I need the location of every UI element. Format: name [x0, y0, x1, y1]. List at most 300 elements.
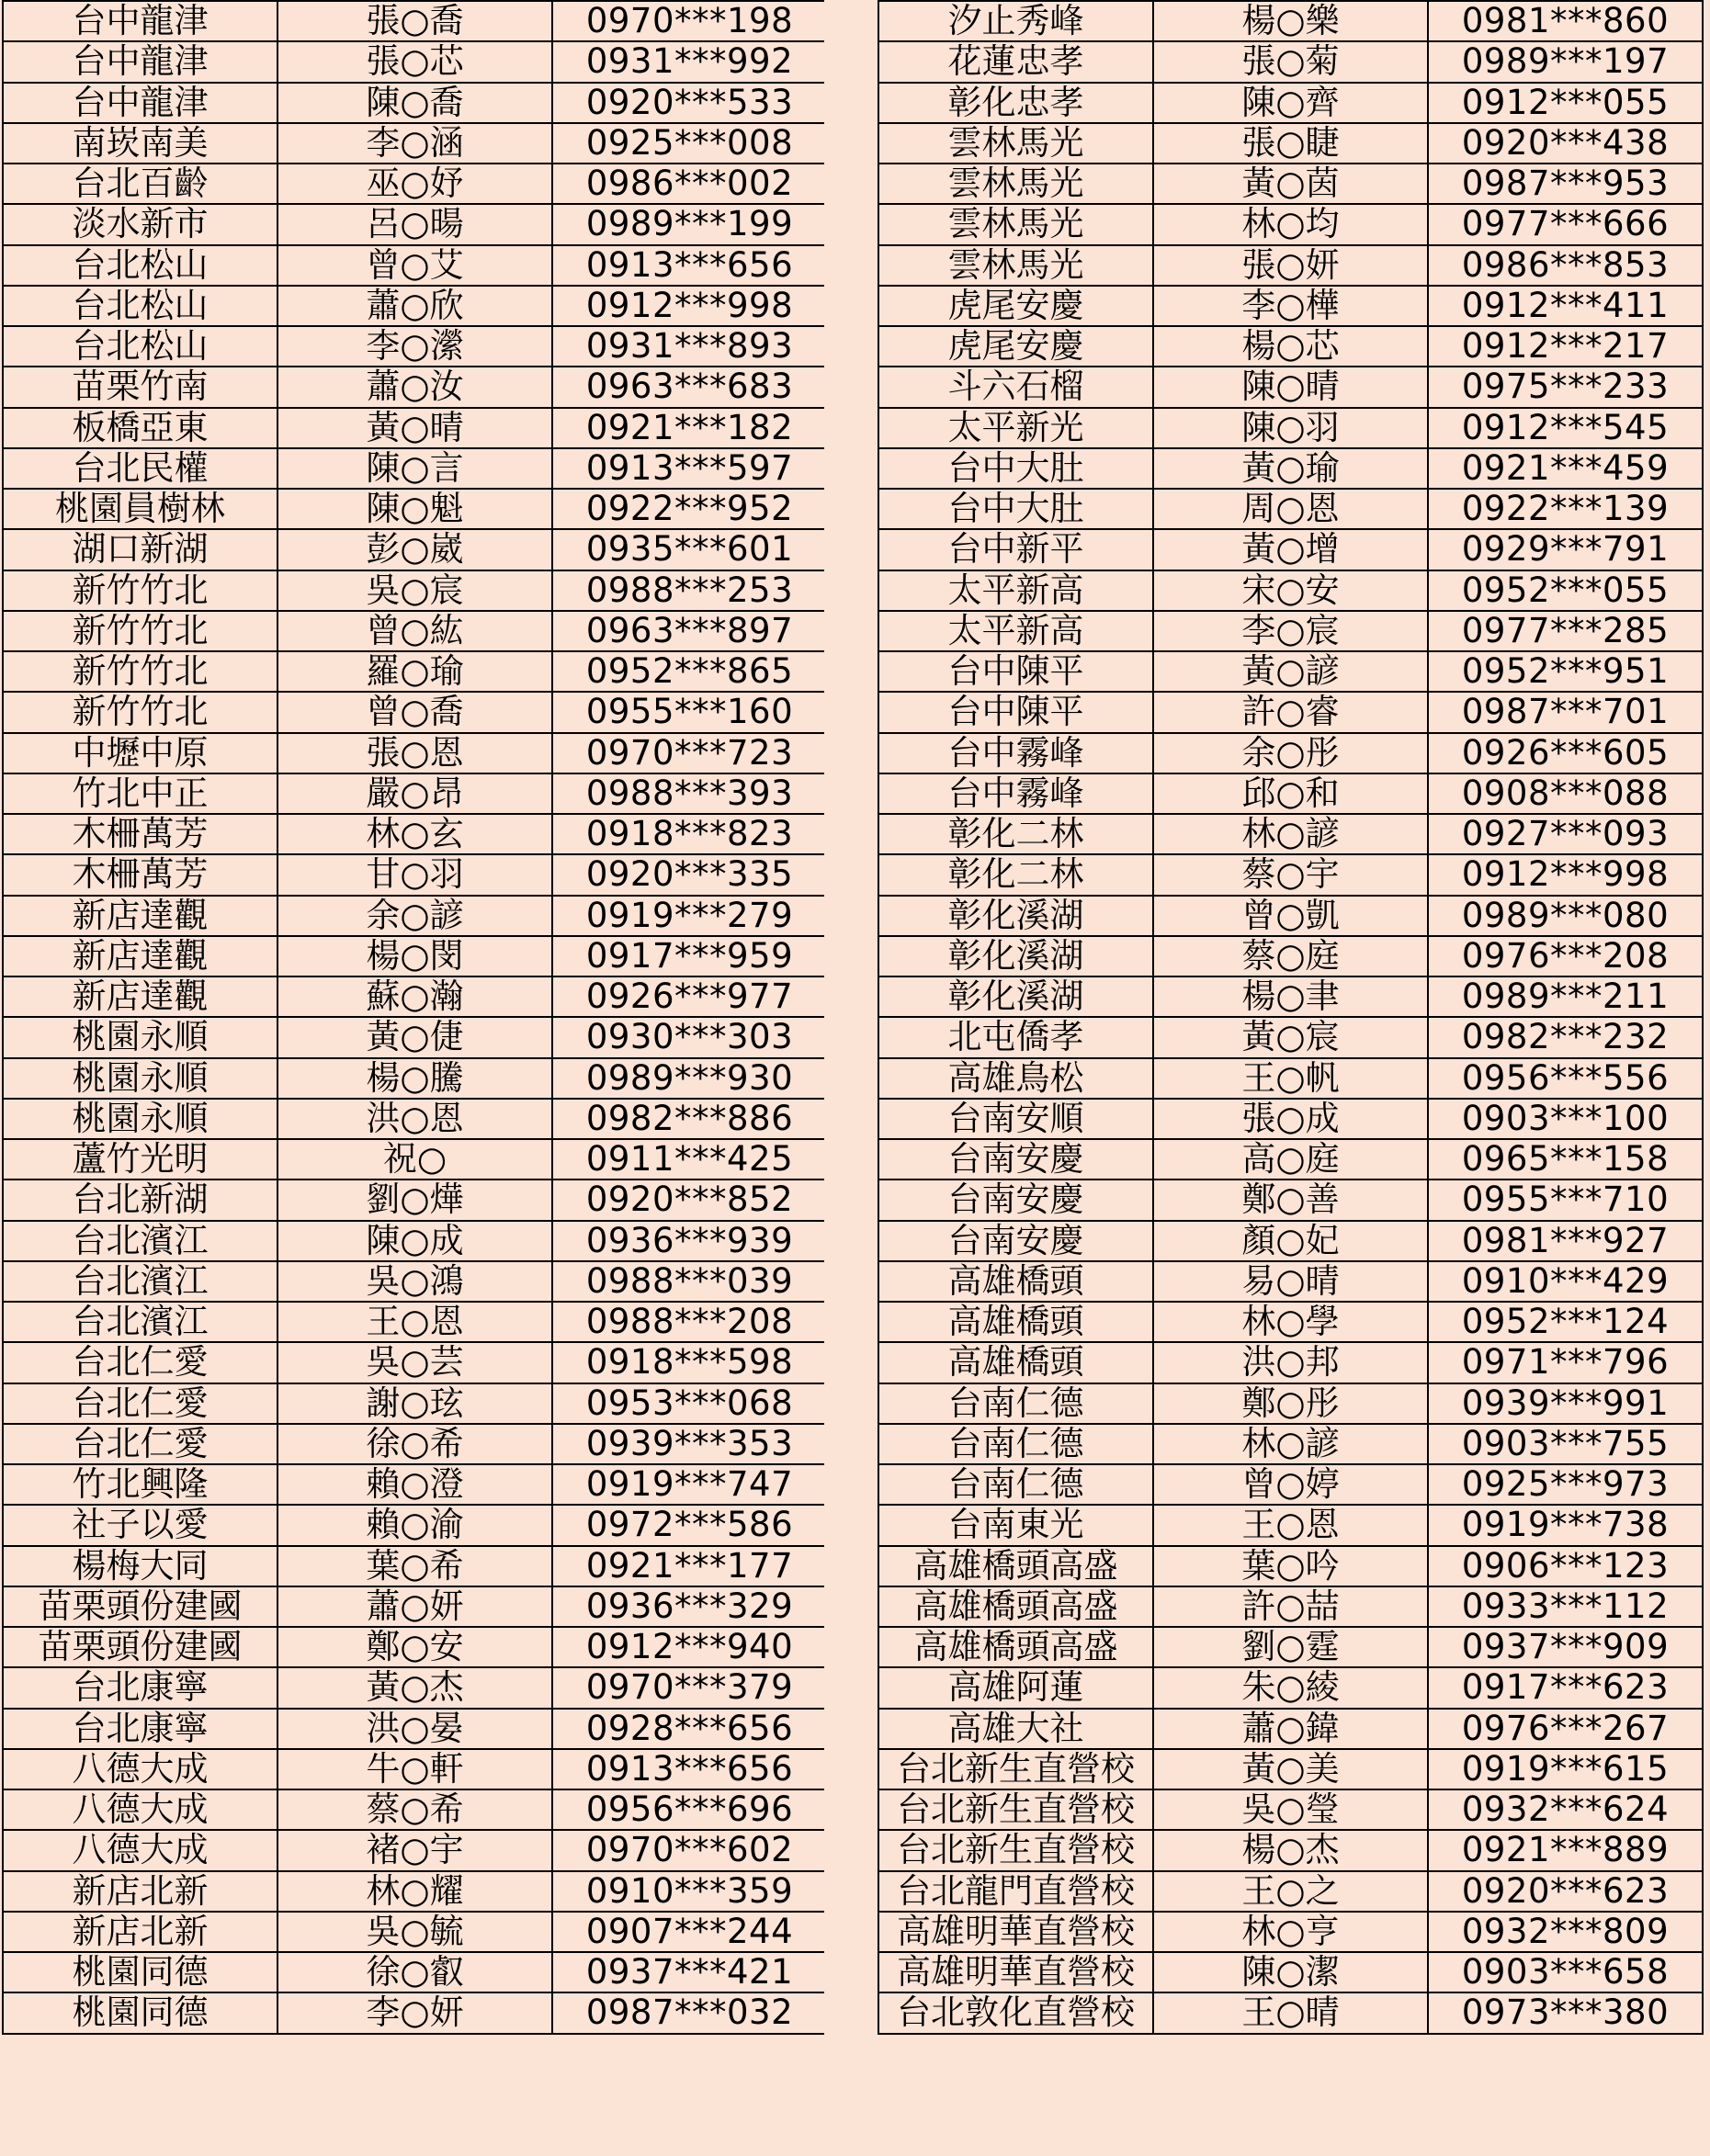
- name-cell: 曾○喬: [277, 692, 552, 732]
- name-cell: 林○諺: [1153, 814, 1428, 854]
- name-cell: 李○樺: [1153, 286, 1428, 326]
- name-cell: 高○庭: [1153, 1139, 1428, 1180]
- table-row: [3, 1261, 827, 1302]
- name-cell: 王○恩: [277, 1302, 552, 1342]
- table-row: [3, 367, 827, 407]
- branch-cell: 淡水新市: [3, 204, 277, 244]
- table-row: [3, 1871, 827, 1912]
- branch-cell: 花蓮忠孝: [878, 41, 1153, 82]
- branch-cell: 桃園同德: [3, 1992, 277, 2033]
- phone-cell: 0953***068: [552, 1383, 827, 1424]
- table-row: [3, 570, 827, 611]
- phone-cell: 0912***998: [1428, 854, 1703, 895]
- branch-cell: 八德大成: [3, 1789, 277, 1830]
- phone-cell: 0918***823: [552, 814, 827, 854]
- name-cell: 呂○暘: [277, 204, 552, 244]
- table-row: [3, 1627, 827, 1667]
- name-cell: 陳○言: [277, 448, 552, 489]
- phone-cell: 0926***977: [552, 976, 827, 1017]
- table-row: [3, 1424, 827, 1464]
- name-cell: 黃○晴: [277, 408, 552, 448]
- table-row: [3, 408, 827, 448]
- phone-cell: 0932***624: [1428, 1789, 1703, 1830]
- table-row: [878, 1952, 1703, 1992]
- name-cell: 邱○和: [1153, 773, 1428, 814]
- phone-cell: 0936***939: [552, 1221, 827, 1261]
- name-cell: 顏○妃: [1153, 1221, 1428, 1261]
- name-cell: 林○耀: [277, 1871, 552, 1912]
- table-row: [878, 1, 1703, 41]
- branch-cell: 台南仁德: [878, 1424, 1153, 1464]
- phone-cell: 0981***860: [1428, 1, 1703, 41]
- phone-cell: 0963***683: [552, 367, 827, 407]
- branch-cell: 高雄橋頭: [878, 1342, 1153, 1383]
- phone-cell: 0952***951: [1428, 651, 1703, 692]
- table-row: [878, 41, 1703, 82]
- phone-cell: 0982***886: [552, 1099, 827, 1139]
- name-cell: 葉○吟: [1153, 1546, 1428, 1586]
- table-row: [3, 651, 827, 692]
- branch-cell: 雲林馬光: [878, 164, 1153, 204]
- branch-cell: 台南安慶: [878, 1180, 1153, 1220]
- table-row: [878, 1261, 1703, 1302]
- name-cell: 黃○杰: [277, 1667, 552, 1708]
- table-row: [3, 976, 827, 1017]
- table-row: [878, 1017, 1703, 1057]
- name-cell: 朱○綾: [1153, 1667, 1428, 1708]
- phone-cell: 0930***303: [552, 1017, 827, 1057]
- phone-cell: 0925***973: [1428, 1464, 1703, 1505]
- phone-cell: 0955***160: [552, 692, 827, 732]
- name-cell: 巫○妤: [277, 164, 552, 204]
- name-cell: 嚴○昂: [277, 773, 552, 814]
- branch-cell: 桃園同德: [3, 1952, 277, 1992]
- branch-cell: 北屯僑孝: [878, 1017, 1153, 1057]
- table-row: [878, 1139, 1703, 1180]
- name-cell: 陳○成: [277, 1221, 552, 1261]
- table-row: [3, 1789, 827, 1830]
- name-cell: 陳○魁: [277, 489, 552, 529]
- name-cell: 張○睫: [1153, 123, 1428, 164]
- name-cell: 林○諺: [1153, 1424, 1428, 1464]
- table-row: [878, 367, 1703, 407]
- branch-cell: 彰化溪湖: [878, 896, 1153, 936]
- table-row: [878, 936, 1703, 976]
- name-cell: 蔡○庭: [1153, 936, 1428, 976]
- name-cell: 余○諺: [277, 896, 552, 936]
- table-row: [3, 1342, 827, 1383]
- table-row: [878, 611, 1703, 651]
- phone-cell: 0931***893: [552, 326, 827, 367]
- branch-cell: 台中龍津: [3, 1, 277, 41]
- table-row: [3, 529, 827, 570]
- table-row: [878, 814, 1703, 854]
- phone-cell: 0989***211: [1428, 976, 1703, 1017]
- table-row: [878, 1505, 1703, 1545]
- branch-cell: 桃園永順: [3, 1017, 277, 1057]
- name-cell: 王○之: [1153, 1871, 1428, 1912]
- table-row: [878, 408, 1703, 448]
- table-row: [3, 611, 827, 651]
- phone-cell: 0965***158: [1428, 1139, 1703, 1180]
- phone-cell: 0952***055: [1428, 570, 1703, 611]
- name-cell: 陳○晴: [1153, 367, 1428, 407]
- name-cell: 羅○瑜: [277, 651, 552, 692]
- name-cell: 林○學: [1153, 1302, 1428, 1342]
- branch-cell: 高雄大社: [878, 1709, 1153, 1749]
- name-cell: 周○恩: [1153, 489, 1428, 529]
- branch-cell: 台中陳平: [878, 692, 1153, 732]
- branch-cell: 台南仁德: [878, 1383, 1153, 1424]
- table-row: [3, 286, 827, 326]
- table-row: [878, 123, 1703, 164]
- branch-cell: 台北松山: [3, 326, 277, 367]
- name-cell: 陳○喬: [277, 83, 552, 123]
- branch-cell: 雲林馬光: [878, 245, 1153, 286]
- branch-cell: 台北濱江: [3, 1221, 277, 1261]
- table-row: [878, 1749, 1703, 1789]
- phone-cell: 0933***112: [1428, 1586, 1703, 1627]
- branch-cell: 斗六石榴: [878, 367, 1153, 407]
- phone-cell: 0910***359: [552, 1871, 827, 1912]
- name-cell: 楊○騰: [277, 1058, 552, 1099]
- phone-cell: 0920***852: [552, 1180, 827, 1220]
- phone-cell: 0976***208: [1428, 936, 1703, 976]
- phone-cell: 0937***421: [552, 1952, 827, 1992]
- name-cell: 鄭○安: [277, 1627, 552, 1667]
- table-row: [878, 286, 1703, 326]
- name-cell: 李○宸: [1153, 611, 1428, 651]
- phone-cell: 0937***909: [1428, 1627, 1703, 1667]
- phone-cell: 0970***602: [552, 1830, 827, 1870]
- branch-cell: 台南安慶: [878, 1139, 1153, 1180]
- phone-cell: 0987***701: [1428, 692, 1703, 732]
- name-cell: 王○帆: [1153, 1058, 1428, 1099]
- phone-cell: 0989***199: [552, 204, 827, 244]
- branch-cell: 新竹竹北: [3, 692, 277, 732]
- phone-cell: 0910***429: [1428, 1261, 1703, 1302]
- name-cell: 蘇○瀚: [277, 976, 552, 1017]
- branch-cell: 彰化溪湖: [878, 936, 1153, 976]
- branch-cell: 台南東光: [878, 1505, 1153, 1545]
- table-row: [878, 1058, 1703, 1099]
- phone-cell: 0908***088: [1428, 773, 1703, 814]
- name-cell: 宋○安: [1153, 570, 1428, 611]
- name-cell: 黃○增: [1153, 529, 1428, 570]
- branch-cell: 太平新光: [878, 408, 1153, 448]
- branch-cell: 高雄橋頭高盛: [878, 1586, 1153, 1627]
- phone-cell: 0919***738: [1428, 1505, 1703, 1545]
- name-cell: 余○彤: [1153, 733, 1428, 773]
- table-row: [878, 1383, 1703, 1424]
- phone-cell: 0988***039: [552, 1261, 827, 1302]
- table-row: [878, 489, 1703, 529]
- phone-cell: 0976***267: [1428, 1709, 1703, 1749]
- phone-cell: 0955***710: [1428, 1180, 1703, 1220]
- table-row: [3, 204, 827, 244]
- branch-cell: 彰化二林: [878, 854, 1153, 895]
- phone-cell: 0921***889: [1428, 1830, 1703, 1870]
- name-cell: 張○成: [1153, 1099, 1428, 1139]
- table-row: [3, 41, 827, 82]
- phone-cell: 0907***244: [552, 1912, 827, 1952]
- phone-cell: 0912***998: [552, 286, 827, 326]
- branch-cell: 太平新高: [878, 570, 1153, 611]
- table-row: [878, 733, 1703, 773]
- phone-cell: 0931***992: [552, 41, 827, 82]
- table-row: [878, 1546, 1703, 1586]
- table-row: [3, 1586, 827, 1627]
- phone-cell: 0928***656: [552, 1709, 827, 1749]
- phone-cell: 0973***380: [1428, 1992, 1703, 2033]
- name-cell: 曾○紘: [277, 611, 552, 651]
- table-row: [3, 1912, 827, 1952]
- phone-cell: 0956***696: [552, 1789, 827, 1830]
- branch-cell: 高雄橋頭: [878, 1261, 1153, 1302]
- table-row: [3, 164, 827, 204]
- branch-cell: 高雄鳥松: [878, 1058, 1153, 1099]
- name-cell: 吳○鴻: [277, 1261, 552, 1302]
- branch-cell: 太平新高: [878, 611, 1153, 651]
- name-cell: 蕭○欣: [277, 286, 552, 326]
- table-row: [3, 1464, 827, 1505]
- branch-cell: 高雄阿蓮: [878, 1667, 1153, 1708]
- table-row: [3, 936, 827, 976]
- table-row: [878, 245, 1703, 286]
- branch-cell: 台中陳平: [878, 651, 1153, 692]
- phone-cell: 0988***393: [552, 773, 827, 814]
- branch-cell: 虎尾安慶: [878, 326, 1153, 367]
- winners-table-left-body: [3, 1, 827, 2034]
- branch-cell: 新店達觀: [3, 936, 277, 976]
- name-cell: 曾○凱: [1153, 896, 1428, 936]
- name-cell: 謝○玹: [277, 1383, 552, 1424]
- table-row: [3, 83, 827, 123]
- name-cell: 蕭○鍏: [1153, 1709, 1428, 1749]
- phone-cell: 0970***723: [552, 733, 827, 773]
- phone-cell: 0988***208: [552, 1302, 827, 1342]
- phone-cell: 0920***335: [552, 854, 827, 895]
- table-row: [878, 1221, 1703, 1261]
- phone-cell: 0989***080: [1428, 896, 1703, 936]
- branch-cell: 高雄明華直營校: [878, 1952, 1153, 1992]
- name-cell: 劉○霆: [1153, 1627, 1428, 1667]
- table-row: [878, 326, 1703, 367]
- branch-cell: 台北仁愛: [3, 1383, 277, 1424]
- branch-cell: 台中龍津: [3, 41, 277, 82]
- table-row: [3, 814, 827, 854]
- phone-cell: 0952***865: [552, 651, 827, 692]
- branch-cell: 彰化二林: [878, 814, 1153, 854]
- branch-cell: 竹北興隆: [3, 1464, 277, 1505]
- table-row: [3, 1383, 827, 1424]
- name-cell: 陳○齊: [1153, 83, 1428, 123]
- phone-cell: 0921***182: [552, 408, 827, 448]
- phone-cell: 0919***279: [552, 896, 827, 936]
- branch-cell: 八德大成: [3, 1830, 277, 1870]
- table-row: [3, 1139, 827, 1180]
- branch-cell: 新竹竹北: [3, 611, 277, 651]
- phone-cell: 0913***656: [552, 245, 827, 286]
- name-cell: 劉○燁: [277, 1180, 552, 1220]
- table-row: [878, 1464, 1703, 1505]
- name-cell: 張○芯: [277, 41, 552, 82]
- table-row: [3, 1302, 827, 1342]
- branch-cell: 新店達觀: [3, 896, 277, 936]
- name-cell: 楊○聿: [1153, 976, 1428, 1017]
- phone-cell: 0939***991: [1428, 1383, 1703, 1424]
- name-cell: 蕭○妍: [277, 1586, 552, 1627]
- table-row: [878, 1342, 1703, 1383]
- branch-cell: 台北仁愛: [3, 1424, 277, 1464]
- branch-cell: 台中霧峰: [878, 733, 1153, 773]
- name-cell: 祝○: [277, 1139, 552, 1180]
- name-cell: 牛○軒: [277, 1749, 552, 1789]
- branch-cell: 桃園永順: [3, 1058, 277, 1099]
- branch-cell: 台北濱江: [3, 1261, 277, 1302]
- name-cell: 楊○杰: [1153, 1830, 1428, 1870]
- phone-cell: 0952***124: [1428, 1302, 1703, 1342]
- table-row: [3, 326, 827, 367]
- table-row: [3, 245, 827, 286]
- branch-cell: 台中霧峰: [878, 773, 1153, 814]
- phone-cell: 0935***601: [552, 529, 827, 570]
- phone-cell: 0920***533: [552, 83, 827, 123]
- winners-table-right-body: [878, 1, 1703, 2034]
- table-row: [878, 204, 1703, 244]
- table-row: [878, 83, 1703, 123]
- branch-cell: 台北仁愛: [3, 1342, 277, 1383]
- table-row: [3, 733, 827, 773]
- branch-cell: 虎尾安慶: [878, 286, 1153, 326]
- branch-cell: 雲林馬光: [878, 123, 1153, 164]
- phone-cell: 0975***233: [1428, 367, 1703, 407]
- table-row: [3, 896, 827, 936]
- phone-cell: 0919***747: [552, 1464, 827, 1505]
- table-row: [3, 1058, 827, 1099]
- branch-cell: 台北松山: [3, 286, 277, 326]
- name-cell: 曾○艾: [277, 245, 552, 286]
- phone-cell: 0925***008: [552, 123, 827, 164]
- phone-cell: 0963***897: [552, 611, 827, 651]
- table-row: [878, 448, 1703, 489]
- phone-cell: 0970***198: [552, 1, 827, 41]
- name-cell: 洪○晏: [277, 1709, 552, 1749]
- phone-cell: 0986***002: [552, 164, 827, 204]
- branch-cell: 台北敦化直營校: [878, 1992, 1153, 2033]
- phone-cell: 0972***586: [552, 1505, 827, 1545]
- branch-cell: 南崁南美: [3, 123, 277, 164]
- branch-cell: 高雄明華直營校: [878, 1912, 1153, 1952]
- branch-cell: 台北新生直營校: [878, 1789, 1153, 1830]
- phone-cell: 0903***658: [1428, 1952, 1703, 1992]
- table-row: [3, 1952, 827, 1992]
- table-row: [878, 692, 1703, 732]
- name-cell: 黃○諺: [1153, 651, 1428, 692]
- table-row: [878, 651, 1703, 692]
- name-cell: 易○晴: [1153, 1261, 1428, 1302]
- branch-cell: 台北松山: [3, 245, 277, 286]
- phone-cell: 0932***809: [1428, 1912, 1703, 1952]
- branch-cell: 苗栗頭份建國: [3, 1627, 277, 1667]
- branch-cell: 新竹竹北: [3, 651, 277, 692]
- name-cell: 許○喆: [1153, 1586, 1428, 1627]
- name-cell: 賴○澄: [277, 1464, 552, 1505]
- branch-cell: 台北龍門直營校: [878, 1871, 1153, 1912]
- branch-cell: 汐止秀峰: [878, 1, 1153, 41]
- phone-cell: 0920***438: [1428, 123, 1703, 164]
- table-row: [878, 1099, 1703, 1139]
- table-row: [3, 1830, 827, 1870]
- winners-table-left: [2, 0, 828, 2035]
- name-cell: 黃○宸: [1153, 1017, 1428, 1057]
- name-cell: 吳○毓: [277, 1912, 552, 1952]
- phone-cell: 0982***232: [1428, 1017, 1703, 1057]
- name-cell: 張○菊: [1153, 41, 1428, 82]
- table-row: [878, 1709, 1703, 1749]
- name-cell: 許○睿: [1153, 692, 1428, 732]
- table-row: [3, 1180, 827, 1220]
- branch-cell: 彰化溪湖: [878, 976, 1153, 1017]
- phone-cell: 0986***853: [1428, 245, 1703, 286]
- branch-cell: 新店達觀: [3, 976, 277, 1017]
- column-gap: [824, 0, 876, 2156]
- phone-cell: 0917***959: [552, 936, 827, 976]
- name-cell: 蔡○宇: [1153, 854, 1428, 895]
- table-row: [878, 1627, 1703, 1667]
- table-row: [878, 1302, 1703, 1342]
- phone-cell: 0922***952: [552, 489, 827, 529]
- branch-cell: 台北民權: [3, 448, 277, 489]
- branch-cell: 新店北新: [3, 1871, 277, 1912]
- phone-cell: 0903***100: [1428, 1099, 1703, 1139]
- phone-cell: 0913***597: [552, 448, 827, 489]
- phone-cell: 0970***379: [552, 1667, 827, 1708]
- branch-cell: 板橋亞東: [3, 408, 277, 448]
- name-cell: 黃○茵: [1153, 164, 1428, 204]
- branch-cell: 木柵萬芳: [3, 814, 277, 854]
- table-row: [3, 854, 827, 895]
- branch-cell: 桃園員樹林: [3, 489, 277, 529]
- table-row: [3, 1992, 827, 2033]
- table-row: [878, 1871, 1703, 1912]
- name-cell: 徐○叡: [277, 1952, 552, 1992]
- branch-cell: 八德大成: [3, 1749, 277, 1789]
- table-row: [878, 1992, 1703, 2033]
- phone-cell: 0989***197: [1428, 41, 1703, 82]
- phone-cell: 0987***032: [552, 1992, 827, 2033]
- table-row: [3, 1017, 827, 1057]
- name-cell: 甘○羽: [277, 854, 552, 895]
- branch-cell: 高雄橋頭高盛: [878, 1546, 1153, 1586]
- branch-cell: 台中大肚: [878, 489, 1153, 529]
- table-row: [878, 854, 1703, 895]
- phone-cell: 0939***353: [552, 1424, 827, 1464]
- phone-cell: 0977***285: [1428, 611, 1703, 651]
- name-cell: 洪○恩: [277, 1099, 552, 1139]
- name-cell: 蕭○汝: [277, 367, 552, 407]
- phone-cell: 0988***253: [552, 570, 827, 611]
- phone-cell: 0912***411: [1428, 286, 1703, 326]
- phone-cell: 0926***605: [1428, 733, 1703, 773]
- phone-cell: 0917***623: [1428, 1667, 1703, 1708]
- branch-cell: 台中龍津: [3, 83, 277, 123]
- phone-cell: 0912***940: [552, 1627, 827, 1667]
- winners-table-right: [878, 0, 1704, 2035]
- name-cell: 葉○希: [277, 1546, 552, 1586]
- table-row: [878, 1912, 1703, 1952]
- branch-cell: 台北新湖: [3, 1180, 277, 1220]
